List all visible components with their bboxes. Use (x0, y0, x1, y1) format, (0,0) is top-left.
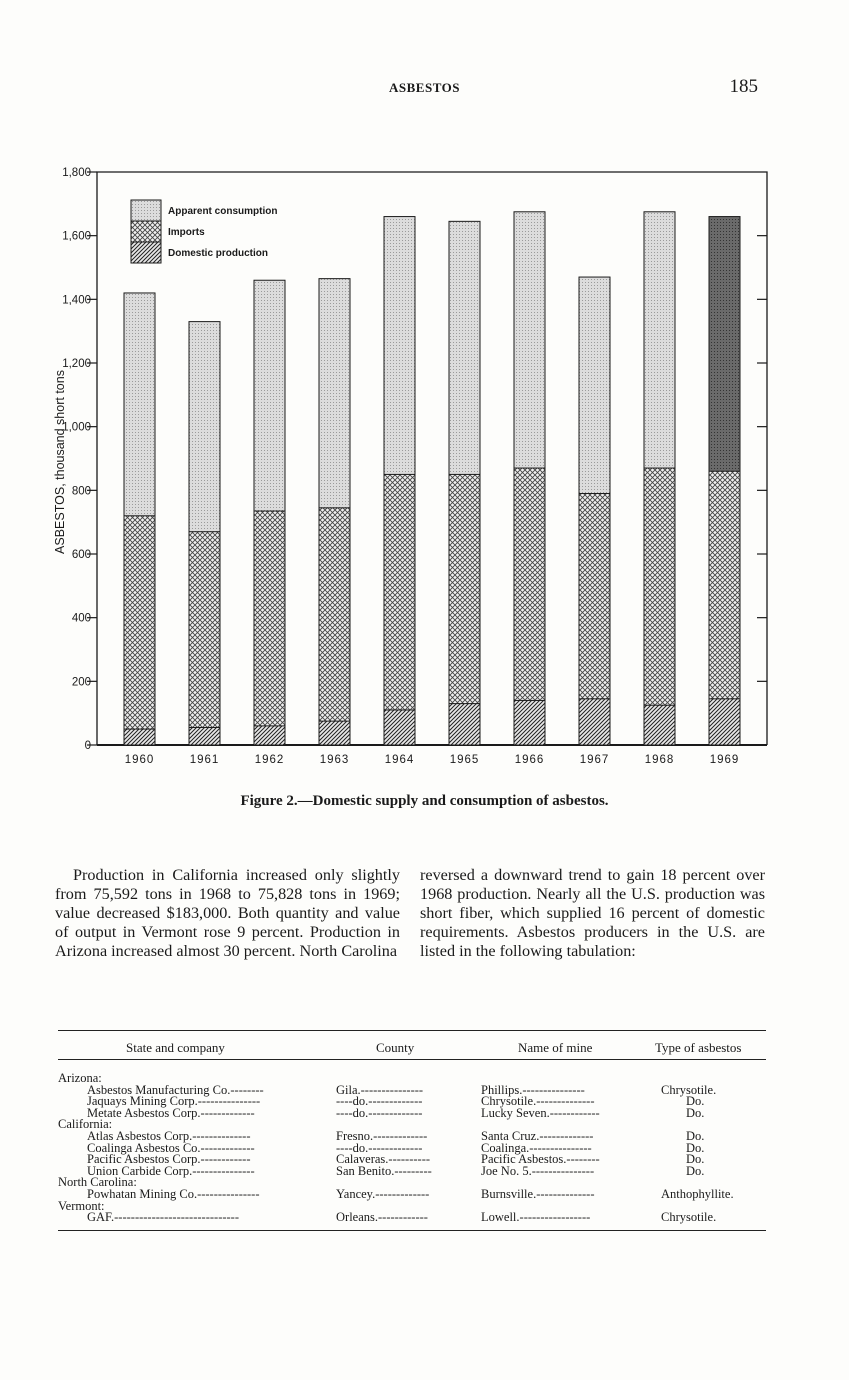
legend-apparent-consumption-swatch (131, 200, 161, 221)
y-tick-label: 200 (71, 676, 91, 689)
table-cell-type: Anthophyllite. (661, 1187, 734, 1201)
table-cell-county: Orleans.------------ (336, 1210, 428, 1225)
x-tick-label: 1963 (319, 754, 350, 766)
table-cell-state: Arizona: (58, 1071, 102, 1085)
bar-domestic-production (514, 700, 545, 745)
header-mine-name: Name of mine (518, 1040, 593, 1055)
bar-domestic-production (449, 704, 480, 745)
table-cell-county: ----do.------------- (336, 1094, 423, 1109)
body-paragraph-left: Production in California increased only slightly from 75,592 tons in 1968 to 75,828 tons in 1969; value decreased $183,000. Both quantity and value of output in Vermont rose 9 percent. Production in Arizona increased almost 30 percent. North Carolina (55, 866, 400, 960)
bar-imports (124, 516, 155, 745)
table-cell-type: Do. (686, 1163, 705, 1178)
y-tick-label: 600 (71, 549, 91, 561)
bar-domestic-production (124, 729, 155, 745)
bar-domestic-production (709, 699, 740, 745)
x-tick-label: 1967 (579, 754, 610, 766)
table-cell-mine: Santa Cruz.------------- (481, 1129, 594, 1143)
table-cell-company: Metate Asbestos Corp.------------- (87, 1105, 255, 1120)
table-cell-county: Calaveras.---------- (336, 1152, 431, 1167)
legend-domestic-production-label: Domestic production (168, 248, 269, 259)
y-tick-label: 800 (71, 485, 91, 498)
x-tick-label: 1965 (449, 754, 480, 766)
table-cell-company: GAF.------------------------------ (87, 1210, 240, 1225)
table-cell-state: California: (58, 1117, 113, 1132)
y-axis-label: ASBESTOS, thousand short tons (53, 370, 67, 554)
figure-caption: Figure 2.—Domestic supply and consumption of asbestos. (240, 793, 609, 809)
header-state-company: State and company (126, 1040, 225, 1055)
table-cell-state: Vermont: (58, 1198, 105, 1213)
table-cell-state: North Carolina: (58, 1175, 137, 1190)
bar-domestic-production (189, 727, 220, 745)
x-tick-label: 1962 (254, 754, 285, 766)
table-cell-county: ----do.------------- (336, 1105, 423, 1120)
page-number: 185 (729, 76, 758, 97)
table-cell-company: Jaquays Mining Corp.--------------- (87, 1094, 261, 1109)
table-cell-county: San Benito.--------- (336, 1163, 432, 1178)
table-cell-county: Yancey.------------- (336, 1187, 430, 1201)
legend-domestic-production-swatch (131, 242, 161, 263)
table-cell-company: Union Carbide Corp.--------------- (87, 1163, 255, 1178)
table-cell-county: ----do.------------- (336, 1140, 423, 1155)
x-tick-label: 1961 (189, 754, 220, 766)
legend-imports-swatch (131, 221, 161, 242)
table-cell-company: Atlas Asbestos Corp.-------------- (87, 1129, 251, 1143)
bar-imports (189, 532, 220, 745)
table-cell-mine: Phillips.--------------- (481, 1082, 585, 1097)
table-cell-mine: Joe No. 5.--------------- (481, 1163, 595, 1178)
table-cell-type: Do. (686, 1094, 705, 1109)
bar-imports (319, 508, 350, 745)
x-tick-label: 1966 (514, 754, 545, 766)
table-cell-company: Asbestos Manufacturing Co.-------- (87, 1082, 264, 1097)
table-cell-mine: Pacific Asbestos.-------- (481, 1152, 600, 1167)
bar-imports (254, 511, 285, 745)
table-cell-company: Pacific Asbestos Corp.------------ (87, 1152, 251, 1167)
table-cell-county: Fresno.------------- (336, 1129, 428, 1143)
table-cell-mine: Lucky Seven.------------ (481, 1105, 600, 1120)
x-tick-label: 1969 (709, 754, 740, 766)
header-asbestos-type: Type of asbestos (655, 1040, 742, 1055)
table-cell-type: Do. (686, 1105, 705, 1120)
bar-domestic-production (384, 710, 415, 745)
y-tick-label: 1,800 (62, 167, 91, 179)
bar-domestic-production (319, 721, 350, 745)
table-cell-county: Gila.--------------- (336, 1082, 424, 1097)
table-cell-company: Coalinga Asbestos Co.------------- (87, 1140, 255, 1155)
running-head-title: ASBESTOS (389, 80, 460, 95)
bar-imports (644, 468, 675, 745)
x-tick-label: 1968 (644, 754, 675, 766)
y-tick-label: 1,000 (62, 421, 91, 434)
x-tick-label: 1960 (124, 754, 155, 766)
legend-imports-label: Imports (168, 227, 205, 238)
bar-imports (384, 474, 415, 745)
table-cell-mine: Chrysotile.-------------- (481, 1094, 595, 1109)
y-tick-label: 1,200 (62, 358, 91, 370)
table-bottom-rule (58, 1230, 766, 1231)
bar-domestic-production (254, 726, 285, 745)
table-cell-type: Chrysotile. (661, 1210, 717, 1225)
legend-apparent-consumption-label: Apparent consumption (168, 206, 278, 217)
table-body (58, 1060, 766, 1230)
table-cell-type: Chrysotile. (661, 1082, 717, 1097)
y-tick-label: 0 (84, 740, 91, 752)
bar-domestic-production (579, 699, 610, 745)
producers-table (58, 1030, 766, 1231)
y-tick-label: 1,400 (62, 294, 91, 307)
body-paragraph-right: reversed a downward trend to gain 18 percent over 1968 production. Nearly all the U.S. production was short fiber, which supplied 16 percent of domestic requirements. Asbestos producers in the U.S. are listed in the following tabulation: (420, 866, 765, 960)
table-cell-company: Powhatan Mining Co.--------------- (87, 1187, 260, 1201)
x-tick-label: 1964 (384, 754, 415, 766)
table-cell-mine: Coalinga.--------------- (481, 1140, 592, 1155)
bar-domestic-production (644, 705, 675, 745)
header-county: County (376, 1040, 415, 1055)
table-cell-type: Do. (686, 1152, 705, 1167)
table-cell-type: Do. (686, 1129, 705, 1143)
y-tick-label: 400 (71, 612, 91, 625)
y-tick-label: 1,600 (62, 230, 91, 243)
table-cell-mine: Burnsville.-------------- (481, 1187, 595, 1201)
table-header (58, 1031, 766, 1060)
table-cell-mine: Lowell.----------------- (481, 1210, 591, 1225)
table-cell-type: Do. (686, 1140, 705, 1155)
